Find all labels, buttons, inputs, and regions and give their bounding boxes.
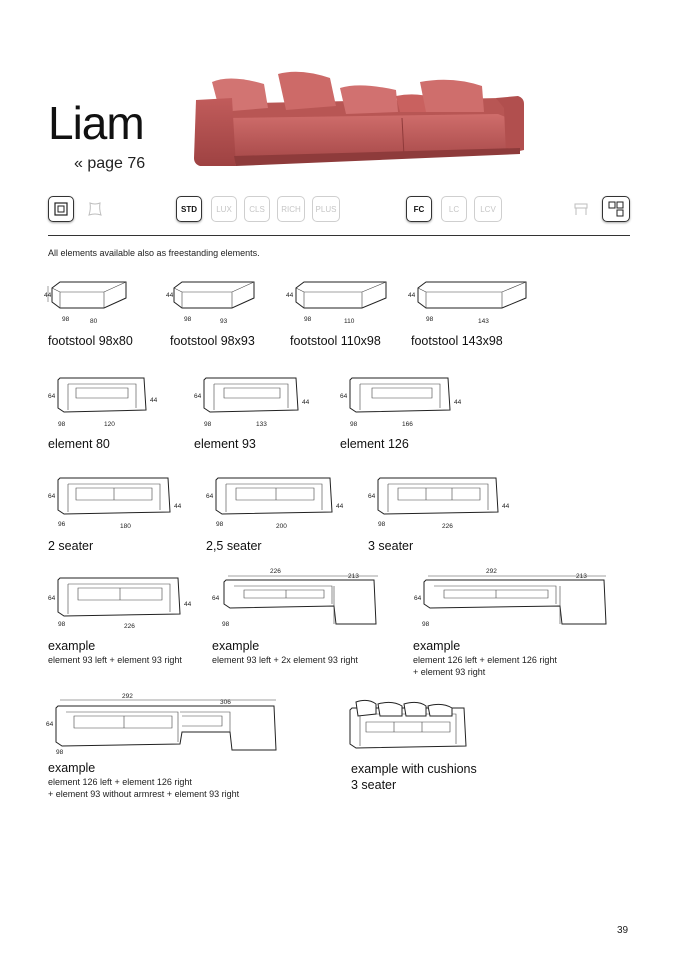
dim-height: 44	[408, 292, 416, 299]
desc-example-3-line-2: + element 93 right	[413, 667, 486, 677]
caption-example-4: example	[48, 761, 96, 775]
dim-depth: 98	[58, 621, 66, 628]
desc-example-4-line-2: + element 93 without armrest + element 93 right	[48, 789, 240, 799]
footstool-98x80-drawing	[44, 276, 144, 328]
dim-seat: 44	[302, 399, 310, 406]
example-1-drawing	[44, 572, 194, 632]
configurator-icon[interactable]	[602, 196, 630, 222]
dim-height: 64	[368, 493, 376, 500]
fabric-group-std[interactable]: STD	[176, 196, 202, 222]
dim-width-2: 213	[576, 573, 587, 580]
caption-2-seater: 2 seater	[48, 539, 94, 553]
dim-width: 200	[276, 523, 287, 530]
page-reference: « page 76	[74, 155, 146, 172]
dim-seat: 44	[454, 399, 462, 406]
dim-height: 44	[166, 292, 174, 299]
dim-width: 226	[124, 623, 135, 630]
caption-3-seater: 3 seater	[368, 539, 414, 553]
dim-depth: 98	[304, 316, 312, 323]
dim-width: 292	[122, 693, 133, 700]
dim-height: 64	[340, 393, 348, 400]
caption-example-3: example	[413, 639, 461, 653]
caption-footstool-98x80: footstool 98x80	[48, 334, 133, 348]
dim-depth: 98	[56, 749, 64, 756]
dim-depth: 98	[350, 421, 358, 428]
fabric-group-rich[interactable]: RICH	[277, 196, 305, 222]
dim-seat: 44	[184, 601, 192, 608]
dim-height: 64	[212, 595, 220, 602]
footstool-98x93-drawing	[166, 276, 266, 328]
dim-height: 64	[48, 493, 56, 500]
caption-example-cushions: example with cushions	[351, 762, 477, 776]
dim-width: 80	[90, 318, 98, 325]
caption-element-80: element 80	[48, 437, 110, 451]
dim-seat: 44	[336, 503, 344, 510]
dim-width-2: 306	[220, 699, 231, 706]
hide-icon	[86, 200, 104, 218]
caption-example-2: example	[212, 639, 260, 653]
modular-icon	[53, 201, 69, 217]
dim-width: 180	[120, 523, 131, 530]
example-3-drawing	[410, 566, 612, 632]
page-title: Liam	[48, 97, 144, 149]
feet-group-lcv[interactable]: LCV	[474, 196, 502, 222]
dim-depth: 98	[422, 621, 430, 628]
example-4-drawing	[44, 690, 284, 758]
sofa-photo	[190, 68, 530, 172]
dim-width: 93	[220, 318, 228, 325]
divider	[48, 235, 630, 236]
element-126-drawing	[336, 374, 472, 432]
dim-height: 44	[286, 292, 294, 299]
dim-width: 226	[270, 568, 281, 575]
dim-height: 64	[48, 595, 56, 602]
fabric-group-plus[interactable]: PLUS	[312, 196, 340, 222]
seater-3-drawing	[364, 474, 524, 532]
element-93-drawing	[190, 374, 316, 432]
dim-depth: 98	[216, 521, 224, 528]
dim-seat: 44	[174, 503, 182, 510]
chair-outline-icon[interactable]	[568, 196, 594, 222]
caption-footstool-98x93: footstool 98x93	[170, 334, 255, 348]
availability-note: All elements available also as freestanding elements.	[48, 248, 260, 258]
armchair-icon	[572, 200, 590, 218]
dim-height: 64	[194, 393, 202, 400]
dim-height: 64	[46, 721, 54, 728]
fabric-group-lux[interactable]: LUX	[211, 196, 237, 222]
dim-depth: 98	[222, 621, 230, 628]
dim-depth: 98	[426, 316, 434, 323]
dim-height: 64	[48, 393, 56, 400]
dim-width: 120	[104, 421, 115, 428]
dim-width: 133	[256, 421, 267, 428]
dim-height: 64	[414, 595, 422, 602]
dim-seat: 44	[150, 397, 158, 404]
feet-group-lc[interactable]: LC	[441, 196, 467, 222]
desc-example-1: element 93 left + element 93 right	[48, 655, 182, 665]
feet-group-fc[interactable]: FC	[406, 196, 432, 222]
dim-depth: 98	[378, 521, 386, 528]
caption-2-5-seater: 2,5 seater	[206, 539, 262, 553]
footstool-143x98-drawing	[408, 276, 534, 328]
layout-grid-icon	[607, 200, 625, 218]
dim-height: 64	[206, 493, 214, 500]
desc-example-2: element 93 left + 2x element 93 right	[212, 655, 358, 665]
desc-example-3-line-1: element 126 left + element 126 right	[413, 655, 557, 665]
icon-bar	[48, 196, 630, 226]
caption-element-93: element 93	[194, 437, 256, 451]
seater-2-drawing	[44, 474, 194, 532]
caption-footstool-110x98: footstool 110x98	[290, 334, 381, 348]
caption-3-seater-cushions: 3 seater	[351, 778, 397, 792]
leather-hide-icon[interactable]	[82, 196, 108, 222]
dim-width: 143	[478, 318, 489, 325]
dim-width-2: 213	[348, 573, 359, 580]
seater-2-5-drawing	[202, 474, 362, 532]
footstool-110x98-drawing	[286, 276, 396, 328]
caption-element-126: element 126	[340, 437, 409, 451]
dim-depth: 98	[184, 316, 192, 323]
fabric-group-cls[interactable]: CLS	[244, 196, 270, 222]
example-cushions-drawing	[346, 698, 476, 756]
element-80-drawing	[44, 374, 164, 432]
dim-depth: 98	[58, 421, 66, 428]
dim-height: 44	[44, 292, 52, 299]
dim-width: 292	[486, 568, 497, 575]
dim-seat: 44	[502, 503, 510, 510]
desc-example-4-line-1: element 126 left + element 126 right	[48, 777, 192, 787]
dim-depth: 98	[204, 421, 212, 428]
dim-width: 166	[402, 421, 413, 428]
dim-depth: 96	[58, 521, 66, 528]
caption-footstool-143x98: footstool 143x98	[411, 334, 503, 348]
dim-width: 110	[344, 318, 355, 325]
page-number: 39	[617, 925, 629, 936]
dim-depth: 98	[62, 316, 70, 323]
example-2-drawing	[208, 566, 384, 632]
caption-example-1: example	[48, 639, 96, 653]
dim-width: 226	[442, 523, 453, 530]
modular-element-icon[interactable]	[48, 196, 74, 222]
